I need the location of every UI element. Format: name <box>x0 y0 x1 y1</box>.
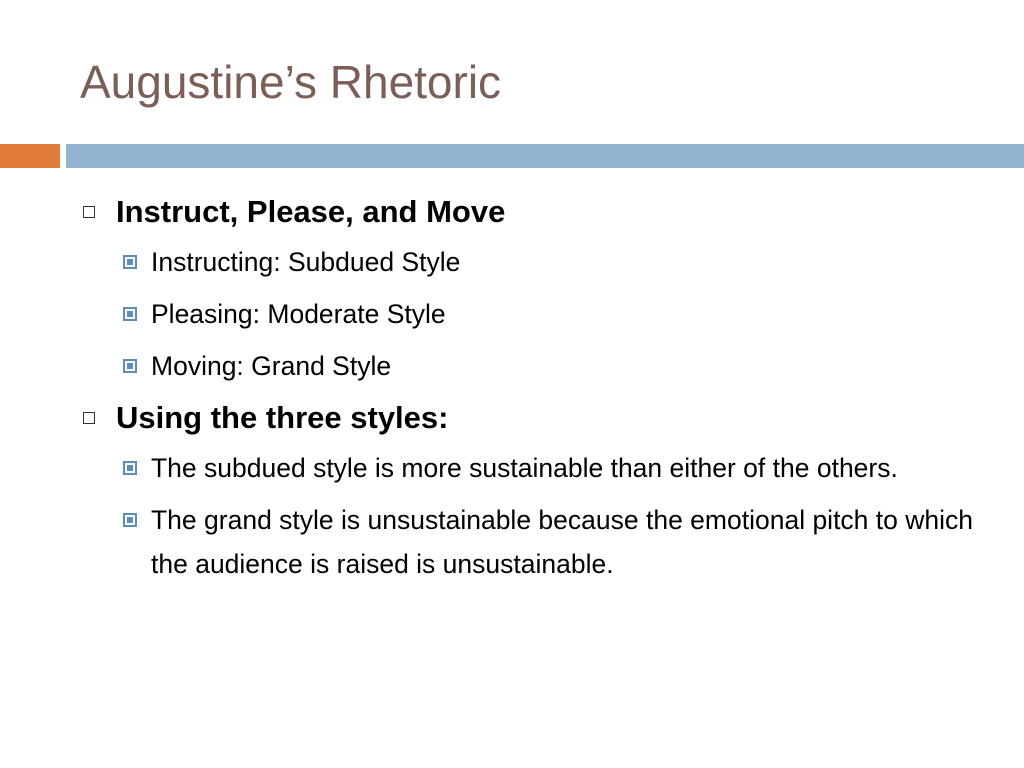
hollow-square-bullet-icon <box>83 206 95 218</box>
sub-bullet-grand-unsustainable <box>80 498 980 586</box>
sub-bullet-text: Pleasing: Moderate Style <box>151 299 446 329</box>
filled-square-bullet-icon <box>123 255 137 269</box>
sub-bullet-text: The subdued style is more sustainable than either of the others. <box>151 453 898 483</box>
filled-square-bullet-icon <box>123 461 137 475</box>
bullet-text: Using the three styles: <box>116 400 449 435</box>
sub-bullet-list <box>80 446 980 586</box>
accent-bar-blue <box>66 144 1024 168</box>
bullet-text: Instruct, Please, and Move <box>116 194 506 229</box>
slide-title: Augustine’s Rhetoric <box>80 56 502 108</box>
hollow-square-bullet-icon <box>83 412 95 424</box>
sub-bullet-pleasing <box>80 292 980 336</box>
sub-bullet-subdued-sustainable <box>80 446 980 490</box>
slide-content <box>80 190 980 594</box>
sub-bullet-text: Instructing: Subdued Style <box>151 247 461 277</box>
bullet-using-three-styles <box>80 396 980 440</box>
filled-square-bullet-icon <box>123 359 137 373</box>
filled-square-bullet-icon <box>123 307 137 321</box>
sub-bullet-text: The grand style is unsustainable because the emotional pitch to which the audience is raised is unsustainable. <box>151 505 973 579</box>
bullet-instruct-please-move <box>80 190 980 234</box>
sub-bullet-moving <box>80 344 980 388</box>
sub-bullet-text: Moving: Grand Style <box>151 351 392 381</box>
sub-bullet-instructing <box>80 240 980 284</box>
sub-bullet-list <box>80 240 980 388</box>
filled-square-bullet-icon <box>123 513 137 527</box>
accent-bar-orange <box>0 144 60 168</box>
